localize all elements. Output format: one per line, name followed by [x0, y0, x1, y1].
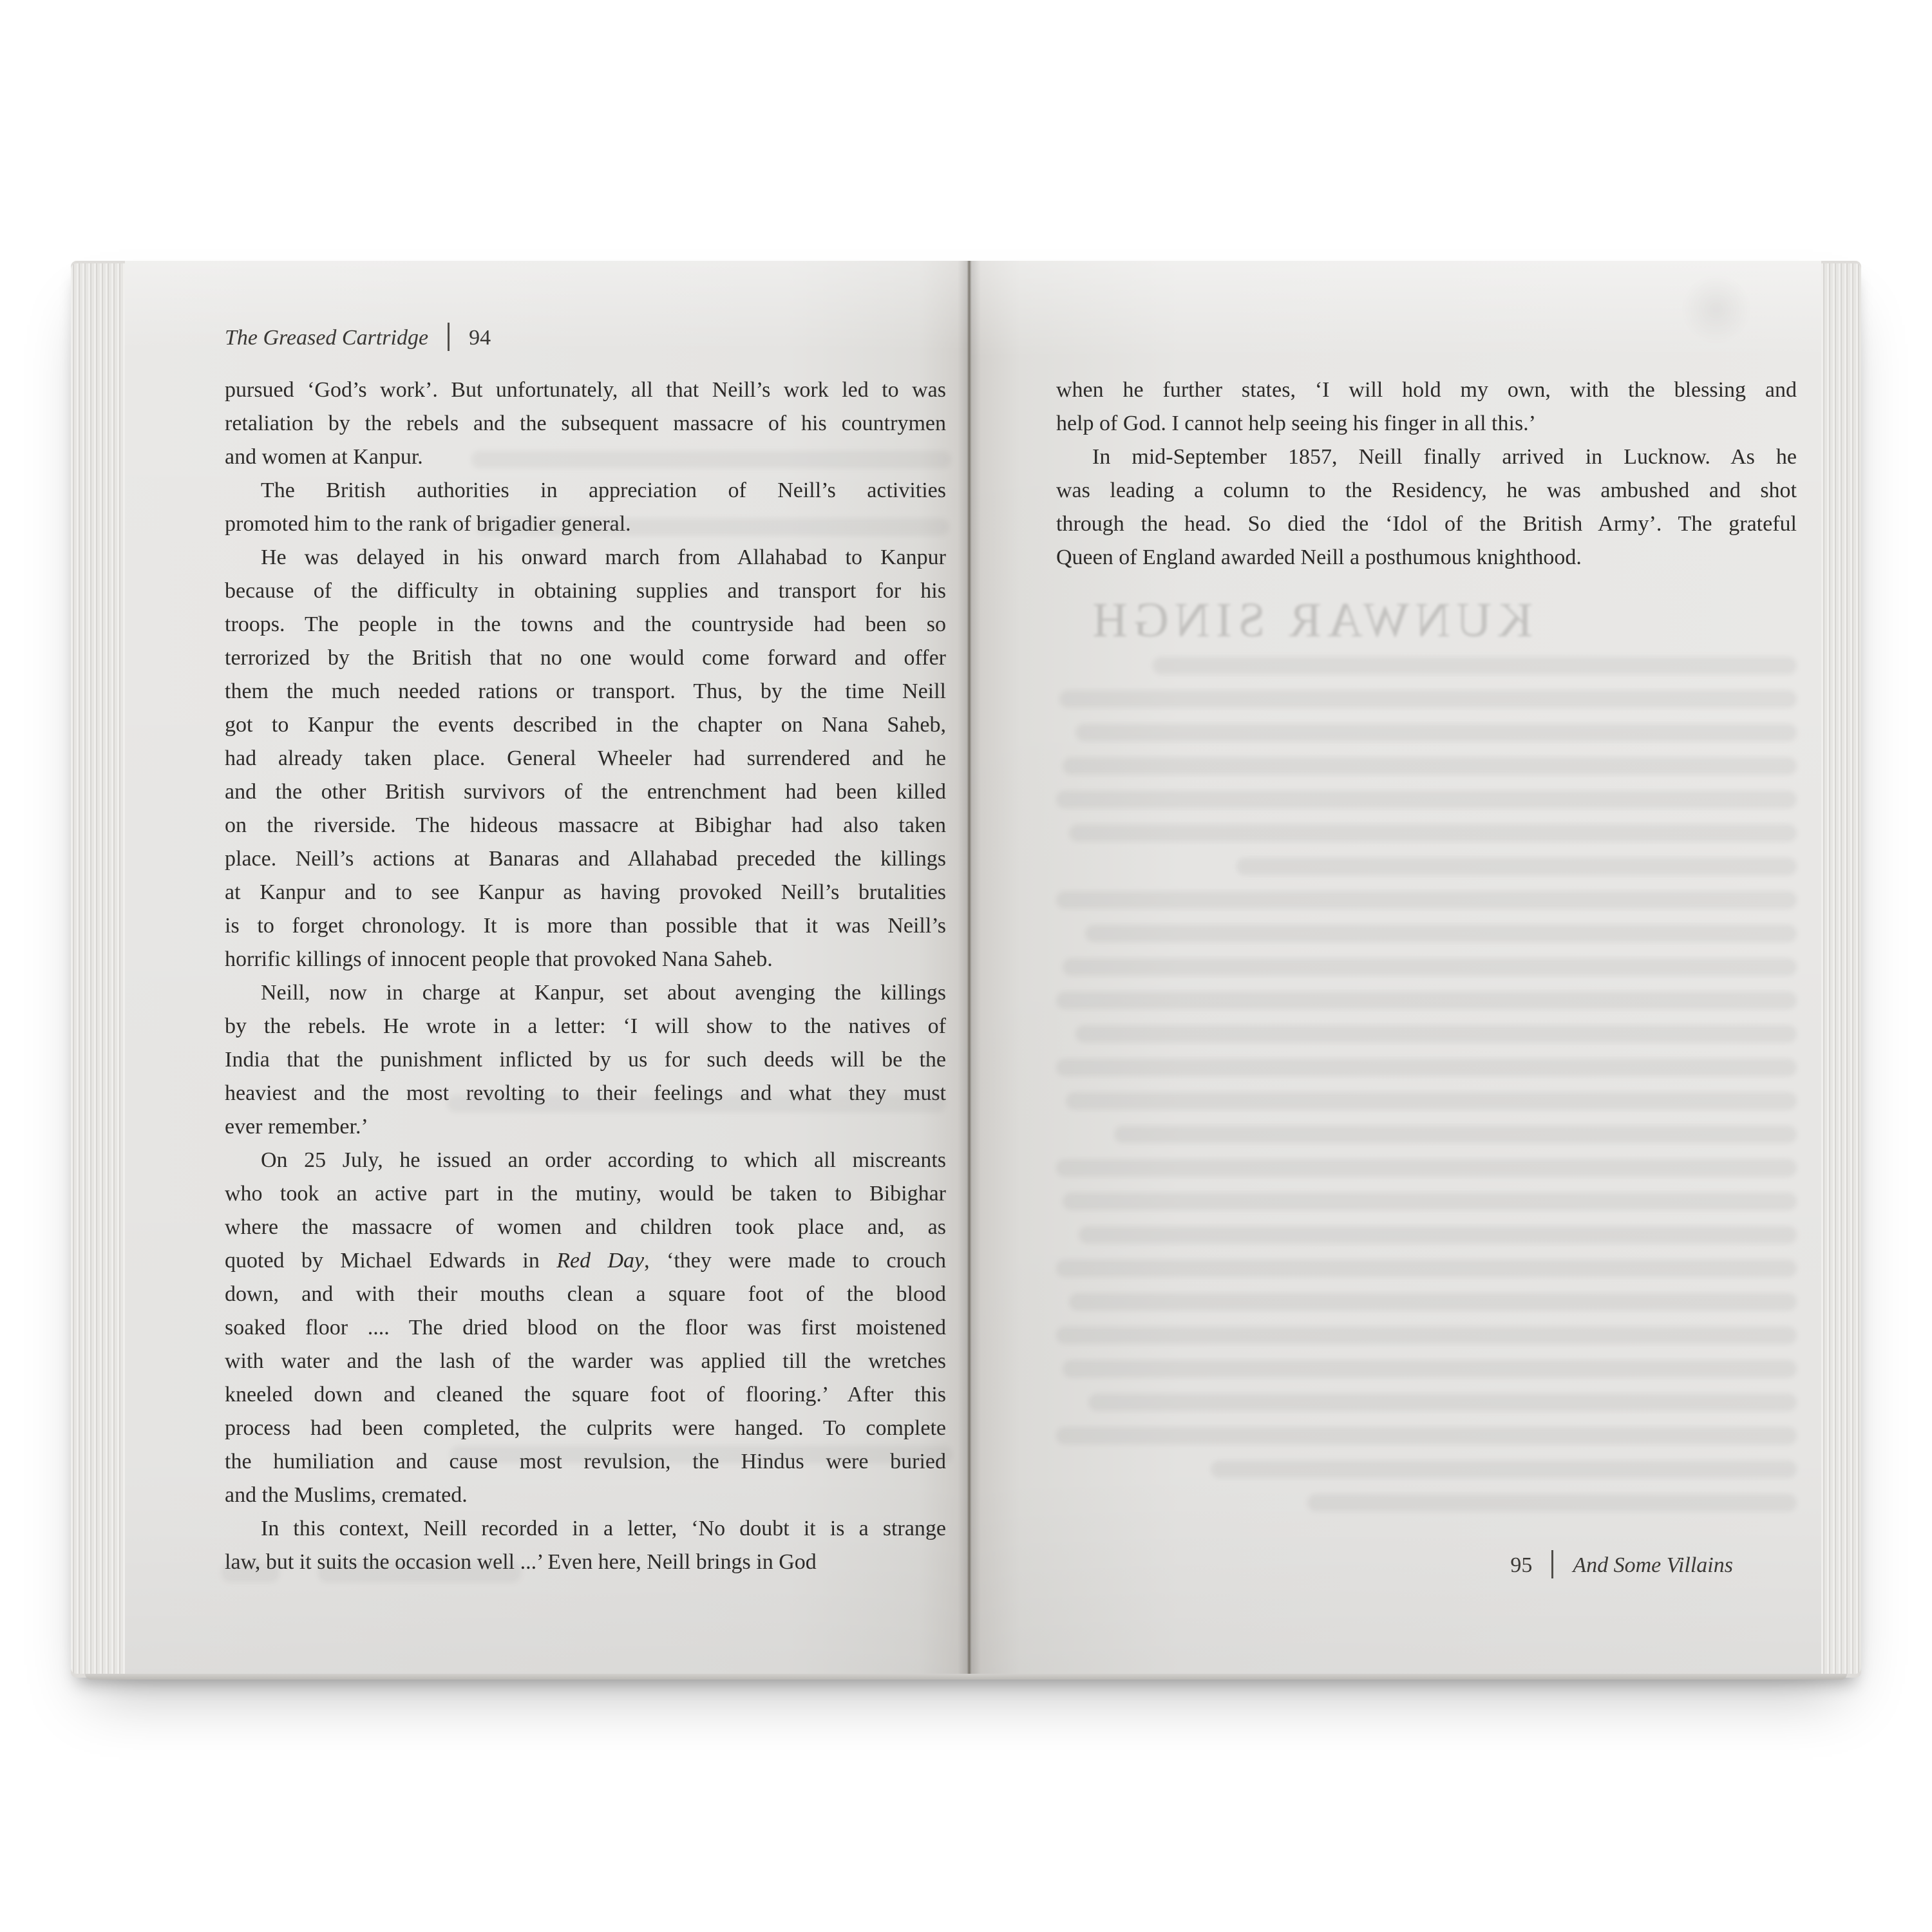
showthrough-line: [1056, 1327, 1797, 1344]
showthrough-line: [1088, 1394, 1797, 1411]
text-line: retaliation by the rebels and the subsequent massacre of his countrymen: [225, 412, 946, 435]
showthrough-line: [1059, 690, 1797, 708]
text-line: Neill, now in charge at Kanpur, set about avenging the killings: [261, 981, 946, 1005]
text-line: got to Kanpur the events described in the chapter on Nana Saheb,: [225, 713, 946, 737]
showthrough-line: [1069, 824, 1797, 842]
text-line: soaked floor .... The dried blood on the floor was first moistened: [225, 1316, 946, 1340]
showthrough-line: [1056, 992, 1797, 1009]
header-separator: [448, 323, 450, 351]
text-line: through the head. So died the ‘Idol of the British Army’. The grateful: [1056, 512, 1797, 536]
page-edge-stack-left: [71, 263, 125, 1674]
text-line: In this context, Neill recorded in a letter, ‘No doubt it is a strange: [261, 1517, 946, 1540]
running-footer: [1510, 1550, 1733, 1578]
showthrough-line: [1056, 1159, 1797, 1177]
text-line: the humiliation and cause most revulsion, the Hindus were buried: [225, 1450, 946, 1473]
showthrough-line: [1056, 891, 1797, 909]
text-line: where the massacre of women and children took place and, as: [225, 1215, 946, 1239]
text-line: had already taken place. General Wheeler had surrendered and he: [225, 746, 946, 770]
footer-separator: [1551, 1550, 1553, 1578]
showthrough-line: [1056, 1427, 1797, 1444]
footer-chapter-title: And Some Villains: [1573, 1553, 1733, 1577]
text-line: Queen of England awarded Neill a posthumous knighthood.: [1056, 545, 1582, 569]
open-book: [71, 261, 1861, 1678]
text-line: help of God. I cannot help seeing his finger in all this.’: [1056, 412, 1536, 435]
showthrough-line: [1063, 1360, 1797, 1378]
text-line: is to forget chronology. It is more than possible that it was Neill’s: [225, 914, 946, 938]
text-line: was leading a column to the Residency, he was ambushed and shot: [1056, 478, 1797, 502]
text-line: by the rebels. He wrote in a letter: ‘I will show to the natives of: [225, 1014, 946, 1038]
showthrough-line: [1063, 1193, 1797, 1210]
showthrough-line: [1114, 1126, 1797, 1143]
text-line: horrific killings of innocent people that provoked Nana Saheb.: [225, 947, 773, 971]
text-line: promoted him to the rank of brigadier general.: [225, 512, 631, 536]
showthrough-line: [1153, 657, 1797, 674]
showthrough-line: [1085, 925, 1797, 942]
text-line: when he further states, ‘I will hold my own, with the blessing and: [1056, 378, 1797, 402]
text-line: who took an active part in the mutiny, would be taken to Bibighar: [225, 1182, 946, 1206]
text-line: On 25 July, he issued an order according to which all miscreants: [261, 1148, 946, 1172]
text-line: on the riverside. The hideous massacre at Bibighar had also taken: [225, 813, 946, 837]
right-page: [969, 261, 1821, 1678]
text-line: place. Neill’s actions at Banaras and Allahabad preceded the killings: [225, 847, 946, 871]
showthrough-line: [1063, 958, 1797, 976]
showthrough-line: [1079, 1226, 1797, 1244]
text-line: pursued ‘God’s work’. But unfortunately, all that Neill’s work led to was: [225, 378, 946, 402]
text-line: them the much needed rations or transport. Thus, by the time Neill: [225, 679, 946, 703]
text-line: and the Muslims, cremated.: [225, 1483, 468, 1507]
showthrough-line: [1075, 724, 1797, 741]
text-line: In mid-September 1857, Neill finally arrived in Lucknow. As he: [1092, 445, 1797, 469]
text-line: India that the punishment inflicted by us for such deeds will be the: [225, 1048, 946, 1072]
text-line: with water and the lash of the warder was applied till the wretches: [225, 1349, 946, 1373]
text-line: heaviest and the most revolting to their feelings and what they must: [225, 1081, 946, 1105]
left-text-block: [225, 374, 946, 1579]
text-line: and women at Kanpur.: [225, 445, 423, 469]
text-line: process had been completed, the culprits were hanged. To complete: [225, 1416, 946, 1440]
page-edge-stack-right: [1821, 263, 1861, 1674]
showthrough-line: [1236, 858, 1797, 875]
left-page: [125, 261, 969, 1678]
showthrough-line: [1211, 1461, 1797, 1478]
text-line: ever remember.’: [225, 1115, 368, 1139]
right-text-block: [1056, 374, 1797, 574]
showthrough-line: [1063, 757, 1797, 775]
text-line: quoted by Michael Edwards in Red Day, ‘they were made to crouch: [225, 1249, 946, 1273]
showthrough-line: [1056, 791, 1797, 808]
text-line: down, and with their mouths clean a square foot of the blood: [225, 1282, 946, 1306]
footer-page-number: 95: [1510, 1553, 1533, 1577]
text-line: He was delayed in his onward march from Allahabad to Kanpur: [261, 545, 946, 569]
showthrough-line: [1069, 1293, 1797, 1311]
text-line: terrorized by the British that no one would come forward and offer: [225, 646, 946, 670]
showthrough-line: [1075, 1025, 1797, 1043]
paper-smudge: [1681, 274, 1752, 345]
running-header: [225, 323, 491, 351]
text-line: law, but it suits the occasion well ...’ Even here, Neill brings in God: [225, 1550, 817, 1574]
header-page-number: 94: [469, 326, 491, 350]
text-line: The British authorities in appreciation of Neill’s activities: [261, 478, 946, 502]
showthrough-line: [1056, 1059, 1797, 1076]
showthrough-line: [1066, 1092, 1797, 1110]
showthrough-chapter-heading: KUNWAR SINGH: [1086, 593, 1533, 647]
showthrough-line: [1307, 1494, 1797, 1511]
showthrough-line: [1056, 1260, 1797, 1277]
text-line: troops. The people in the towns and the countryside had been so: [225, 612, 946, 636]
text-line: because of the difficulty in obtaining supplies and transport for his: [225, 579, 946, 603]
text-line: at Kanpur and to see Kanpur as having provoked Neill’s brutalities: [225, 880, 946, 904]
text-line: kneeled down and cleaned the square foot of flooring.’ After this: [225, 1383, 946, 1406]
header-chapter-title: The Greased Cartridge: [225, 326, 429, 350]
text-line: and the other British survivors of the entrenchment had been killed: [225, 780, 946, 804]
